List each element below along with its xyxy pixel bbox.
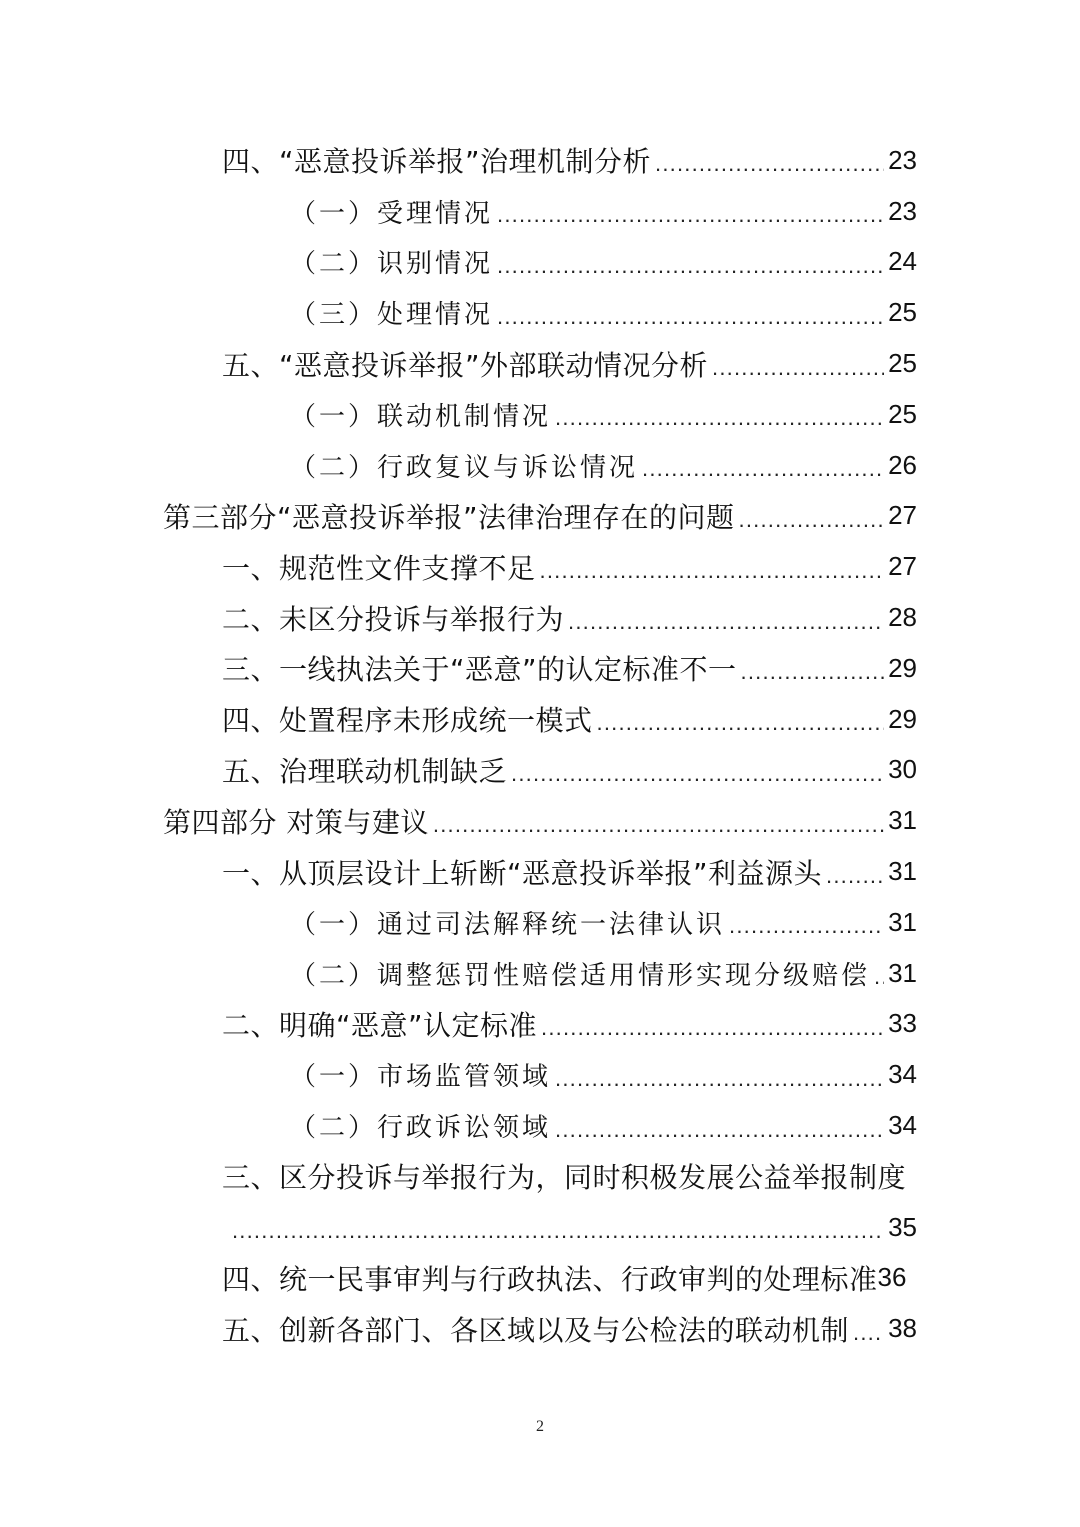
toc-entry-page: 33 xyxy=(888,1008,917,1039)
toc-entry[interactable] xyxy=(0,541,917,592)
table-of-contents xyxy=(0,135,1080,1354)
toc-entry[interactable] xyxy=(0,999,917,1050)
toc-entry-title: （一）通过司法解释统一法律认识 xyxy=(290,909,726,940)
toc-leader-dots xyxy=(642,456,884,482)
toc-entry-page: 23 xyxy=(888,144,917,175)
toc-leader-dots xyxy=(541,1015,884,1041)
toc-entry-page: 27 xyxy=(888,500,917,531)
toc-leader-dots xyxy=(712,355,884,381)
toc-entry-title: （一）联动机制情况 xyxy=(290,401,552,432)
toc-entry-title: 第四部分 对策与建议 xyxy=(163,805,429,839)
toc-entry-page: 23 xyxy=(888,195,917,226)
toc-entry[interactable] xyxy=(0,440,917,491)
toc-entry-title: 一、从顶层设计上斩断“恶意投诉举报”利益源头 xyxy=(222,856,823,890)
toc-leader-dots xyxy=(655,151,884,177)
toc-entry[interactable] xyxy=(0,186,917,237)
toc-entry-title: 五、治理联动机制缺乏 xyxy=(222,754,508,788)
toc-leader-dots xyxy=(739,507,885,533)
toc-entry-page: 31 xyxy=(888,856,917,887)
toc-entry[interactable] xyxy=(0,694,917,745)
toc-entry-title: （二）行政诉讼领域 xyxy=(290,1113,552,1144)
toc-leader-dots xyxy=(497,202,884,228)
toc-entry-page: 31 xyxy=(888,906,917,937)
toc-entry-title: 一、规范性文件支撑不足 xyxy=(222,551,536,585)
toc-entry[interactable] xyxy=(0,795,917,846)
toc-leader-dots xyxy=(729,913,884,939)
toc-entry-page: 38 xyxy=(888,1313,917,1344)
toc-entry-page: 24 xyxy=(888,246,917,277)
toc-leader-dots xyxy=(540,558,885,584)
toc-entry[interactable] xyxy=(0,237,917,288)
toc-entry-page: 34 xyxy=(888,1059,917,1090)
toc-leader-dots xyxy=(511,761,884,787)
toc-entry-title: 四、处置程序未形成统一模式 xyxy=(222,704,593,738)
toc-leader-dots xyxy=(555,1117,884,1143)
toc-leader-dots xyxy=(497,304,884,330)
toc-entry[interactable] xyxy=(0,643,917,694)
toc-entry-page: 26 xyxy=(888,449,917,480)
toc-entry[interactable] xyxy=(0,1100,917,1151)
toc-entry[interactable] xyxy=(0,491,917,542)
toc-entry[interactable] xyxy=(0,1049,917,1100)
toc-entry[interactable] xyxy=(0,1151,917,1202)
toc-entry[interactable] xyxy=(0,287,917,338)
toc-leader-dots xyxy=(433,812,884,838)
toc-entry-title: 五、创新各部门、各区域以及与公检法的联动机制 xyxy=(222,1313,850,1347)
toc-entry-page: 25 xyxy=(888,398,917,429)
toc-leader-dots xyxy=(497,253,884,279)
toc-entry-title: 三、区分投诉与举报行为，同时积极发展公益举报制度 xyxy=(222,1161,907,1195)
toc-entry-page: 28 xyxy=(888,602,917,633)
toc-leader-dots xyxy=(741,659,885,685)
toc-entry[interactable] xyxy=(0,745,917,796)
toc-leader-dots xyxy=(555,405,884,431)
toc-entry-page: 25 xyxy=(888,348,917,379)
toc-entry-title: （二）识别情况 xyxy=(290,249,494,280)
toc-entry-continuation[interactable] xyxy=(0,1202,917,1253)
toc-leader-dots xyxy=(555,1066,884,1092)
toc-entry[interactable] xyxy=(0,846,917,897)
toc-entry[interactable] xyxy=(0,389,917,440)
toc-entry-title: （一）市场监管领域 xyxy=(290,1062,552,1093)
toc-entry-title: （二）行政复议与诉讼情况 xyxy=(290,452,639,483)
toc-entry-page: 27 xyxy=(888,551,917,582)
toc-entry-title: （三）处理情况 xyxy=(290,300,494,331)
toc-entry-page: 35 xyxy=(888,1211,917,1242)
toc-entry-title: 四、“恶意投诉举报”治理机制分析 xyxy=(222,145,652,179)
toc-entry-title: （二）调整惩罚性赔偿适用情形实现分级赔偿 xyxy=(290,960,871,991)
toc-entry-page: 34 xyxy=(888,1110,917,1141)
toc-entry-page: 29 xyxy=(888,652,917,683)
toc-entry-title: 二、明确“恶意”认定标准 xyxy=(222,1008,538,1042)
toc-entry[interactable] xyxy=(0,135,917,186)
toc-entry-page: 29 xyxy=(888,703,917,734)
toc-leader-dots xyxy=(826,863,884,889)
toc-entry[interactable] xyxy=(0,592,917,643)
toc-entry-page: 25 xyxy=(888,297,917,328)
toc-entry[interactable] xyxy=(0,897,917,948)
toc-entry-page: 36 xyxy=(877,1262,907,1293)
toc-entry-page: 31 xyxy=(888,957,917,988)
toc-entry[interactable] xyxy=(0,1303,917,1354)
toc-entry-title: 二、未区分投诉与举报行为 xyxy=(222,602,565,636)
toc-entry[interactable] xyxy=(0,948,917,999)
toc-entry-title: 五、“恶意投诉举报”外部联动情况分析 xyxy=(222,348,709,382)
toc-entry-title: 三、一线执法关于“恶意”的认定标准不一 xyxy=(222,653,737,687)
toc-leader-dots xyxy=(232,1218,884,1244)
toc-entry[interactable] xyxy=(0,1253,917,1304)
toc-entry-title: 四、统一民事审判与行政执法、行政审判的处理标准 xyxy=(222,1262,878,1296)
toc-leader-dots xyxy=(874,964,884,990)
page-number: 2 xyxy=(536,1418,544,1435)
toc-leader-dots xyxy=(568,609,884,635)
toc-leader-dots xyxy=(597,710,885,736)
toc-entry-title: （一）受理情况 xyxy=(290,198,494,229)
toc-leader-dots xyxy=(853,1320,884,1346)
toc-entry-page: 31 xyxy=(888,805,917,836)
toc-entry-page: 30 xyxy=(888,754,917,785)
toc-entry-title: 第三部分“恶意投诉举报”法律治理存在的问题 xyxy=(163,500,735,534)
toc-entry[interactable] xyxy=(0,338,917,389)
